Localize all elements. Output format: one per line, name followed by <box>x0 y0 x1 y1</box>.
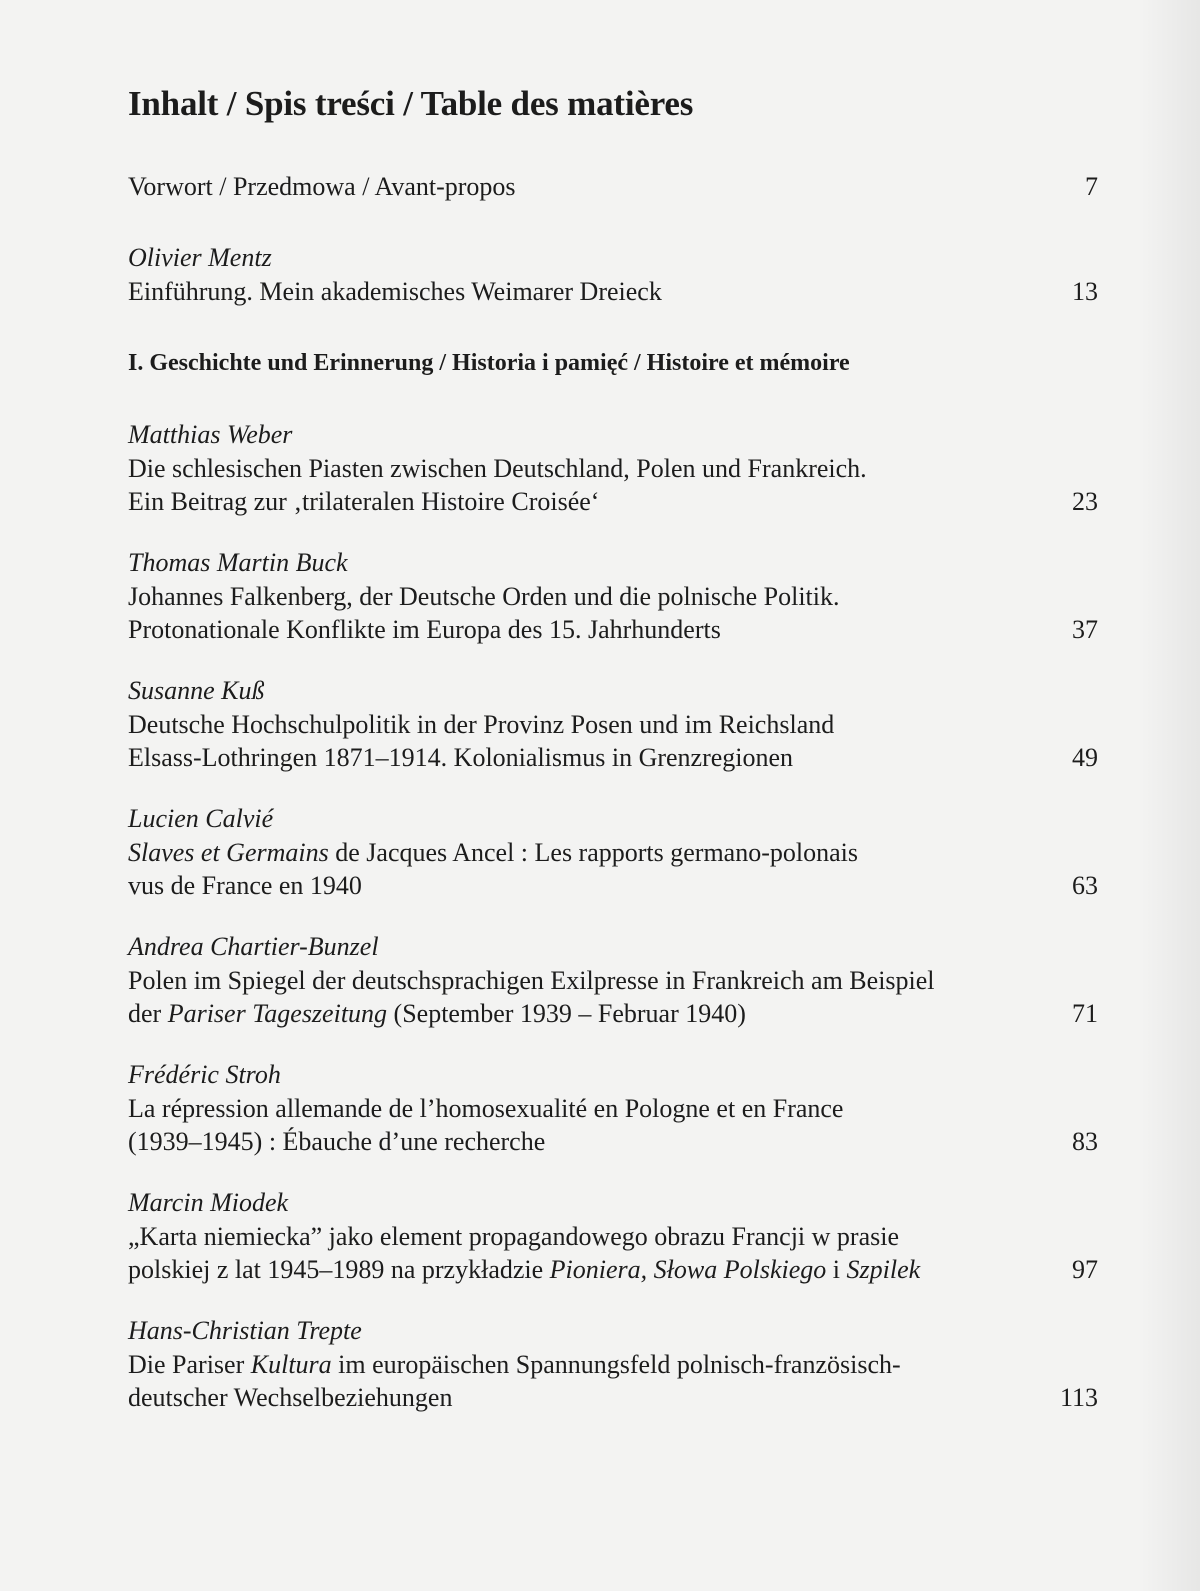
section-heading: I. Geschichte und Erinnerung / Historia i pamięć / Histoire et mémoire <box>128 350 850 376</box>
entry-title: Vorwort / Przedmowa / Avant-propos <box>128 172 516 201</box>
entry-author: Susanne Kuß <box>128 676 265 705</box>
entry-title-line-1: Deutsche Hochschulpolitik in der Provinz Posen und im Reichsland <box>128 710 835 739</box>
entry-title-line-1: Johannes Falkenberg, der Deutsche Orden und die polnische Politik. <box>128 582 840 611</box>
page-edge-shadow <box>1140 0 1200 1591</box>
toc-entry[interactable] <box>128 674 1108 774</box>
italic-title: Pariser Tageszeitung <box>167 999 388 1028</box>
entry-author: Hans-Christian Trepte <box>128 1316 362 1345</box>
title-text: i <box>826 1255 847 1284</box>
entry-title-line-2: Ein Beitrag zur ‚trilateralen Histoire Croisée‘ <box>128 487 600 516</box>
entry-title-line-1: Polen im Spiegel der deutschsprachigen Exilpresse in Frankreich am Beispiel <box>128 966 935 995</box>
entry-title-line-2: Elsass-Lothringen 1871–1914. Kolonialismus in Grenzregionen <box>128 743 794 772</box>
entry-author: Frédéric Stroh <box>128 1060 281 1089</box>
table-of-contents <box>128 78 1108 1442</box>
entry-author: Marcin Miodek <box>128 1188 289 1217</box>
toc-entry[interactable] <box>128 546 1108 646</box>
page-number: 49 <box>1072 743 1098 772</box>
entry-author: Thomas Martin Buck <box>128 548 348 577</box>
toc-entry-preface[interactable] <box>128 170 1108 203</box>
entry-title-line-1 <box>128 836 1028 869</box>
entry-lines <box>128 836 1108 902</box>
entry-author: Lucien Calvié <box>128 804 274 833</box>
toc-entry[interactable] <box>128 1186 1108 1286</box>
entry-title-line-2 <box>128 1253 1028 1286</box>
toc-list <box>128 170 1108 1414</box>
entry-lines <box>128 964 1108 1030</box>
title-text: (September 1939 – Februar 1940) <box>387 999 746 1028</box>
entry-title-line-2 <box>128 997 1028 1030</box>
entry-title-line-1: „Karta niemiecka” jako element propagandowego obrazu Francji w prasie <box>128 1222 899 1251</box>
entry-title-line-1: La répression allemande de l’homosexualité en Pologne et en France <box>128 1094 844 1123</box>
toc-entry-introduction[interactable] <box>128 241 1108 308</box>
page-title: Inhalt / Spis treści / Table des matières <box>128 84 694 123</box>
toc-entry[interactable] <box>128 1058 1108 1158</box>
entry-lines <box>128 708 1108 774</box>
page-number: 113 <box>1059 1383 1098 1412</box>
title-text: de Jacques Ancel : Les rapports germano-polonais <box>328 838 858 867</box>
entry-lines <box>128 452 1108 518</box>
entry-lines <box>128 170 1108 203</box>
title-text: polskiej z lat 1945–1989 na przykładzie <box>128 1255 550 1284</box>
italic-title: Pioniera, Słowa Polskiego <box>549 1255 827 1284</box>
entry-title-line-2: deutscher Wechselbeziehungen <box>128 1383 453 1412</box>
entry-lines <box>128 1092 1108 1158</box>
toc-entry[interactable] <box>128 418 1108 518</box>
entry-lines <box>128 580 1108 646</box>
italic-title: Slaves et Germains <box>128 838 329 867</box>
italic-title: Szpilek <box>846 1255 921 1284</box>
toc-entry[interactable] <box>128 1314 1108 1414</box>
title-text: im europäischen Spannungsfeld polnisch-französisch- <box>331 1350 901 1379</box>
toc-entry[interactable] <box>128 930 1108 1030</box>
entry-author: Andrea Chartier-Bunzel <box>128 932 379 961</box>
entry-title: Einführung. Mein akademisches Weimarer Dreieck <box>128 277 662 306</box>
entry-title-line-2: (1939–1945) : Ébauche d’une recherche <box>128 1127 546 1156</box>
page-number: 83 <box>1072 1127 1098 1156</box>
page-number: 97 <box>1072 1255 1098 1284</box>
entry-author: Matthias Weber <box>128 420 293 449</box>
title-text: Die Pariser <box>128 1350 251 1379</box>
entry-title-line-1: Die schlesischen Piasten zwischen Deutschland, Polen und Frankreich. <box>128 454 867 483</box>
entry-lines <box>128 275 1108 308</box>
page-number: 23 <box>1072 487 1098 516</box>
entry-author: Olivier Mentz <box>128 243 272 272</box>
toc-entry[interactable] <box>128 802 1108 902</box>
entry-lines <box>128 1348 1108 1414</box>
page-number: 7 <box>1085 172 1098 201</box>
entry-title-line-2: Protonationale Konflikte im Europa des 15. Jahrhunderts <box>128 615 721 644</box>
entry-title-line-1 <box>128 1348 1028 1381</box>
title-text: der <box>128 999 168 1028</box>
italic-title: Kultura <box>250 1350 332 1379</box>
page-number: 37 <box>1072 615 1098 644</box>
entry-lines <box>128 1220 1108 1286</box>
entry-title-line-2: vus de France en 1940 <box>128 871 362 900</box>
page-number: 13 <box>1072 277 1098 306</box>
page-number: 63 <box>1072 871 1098 900</box>
page-number: 71 <box>1072 999 1098 1028</box>
